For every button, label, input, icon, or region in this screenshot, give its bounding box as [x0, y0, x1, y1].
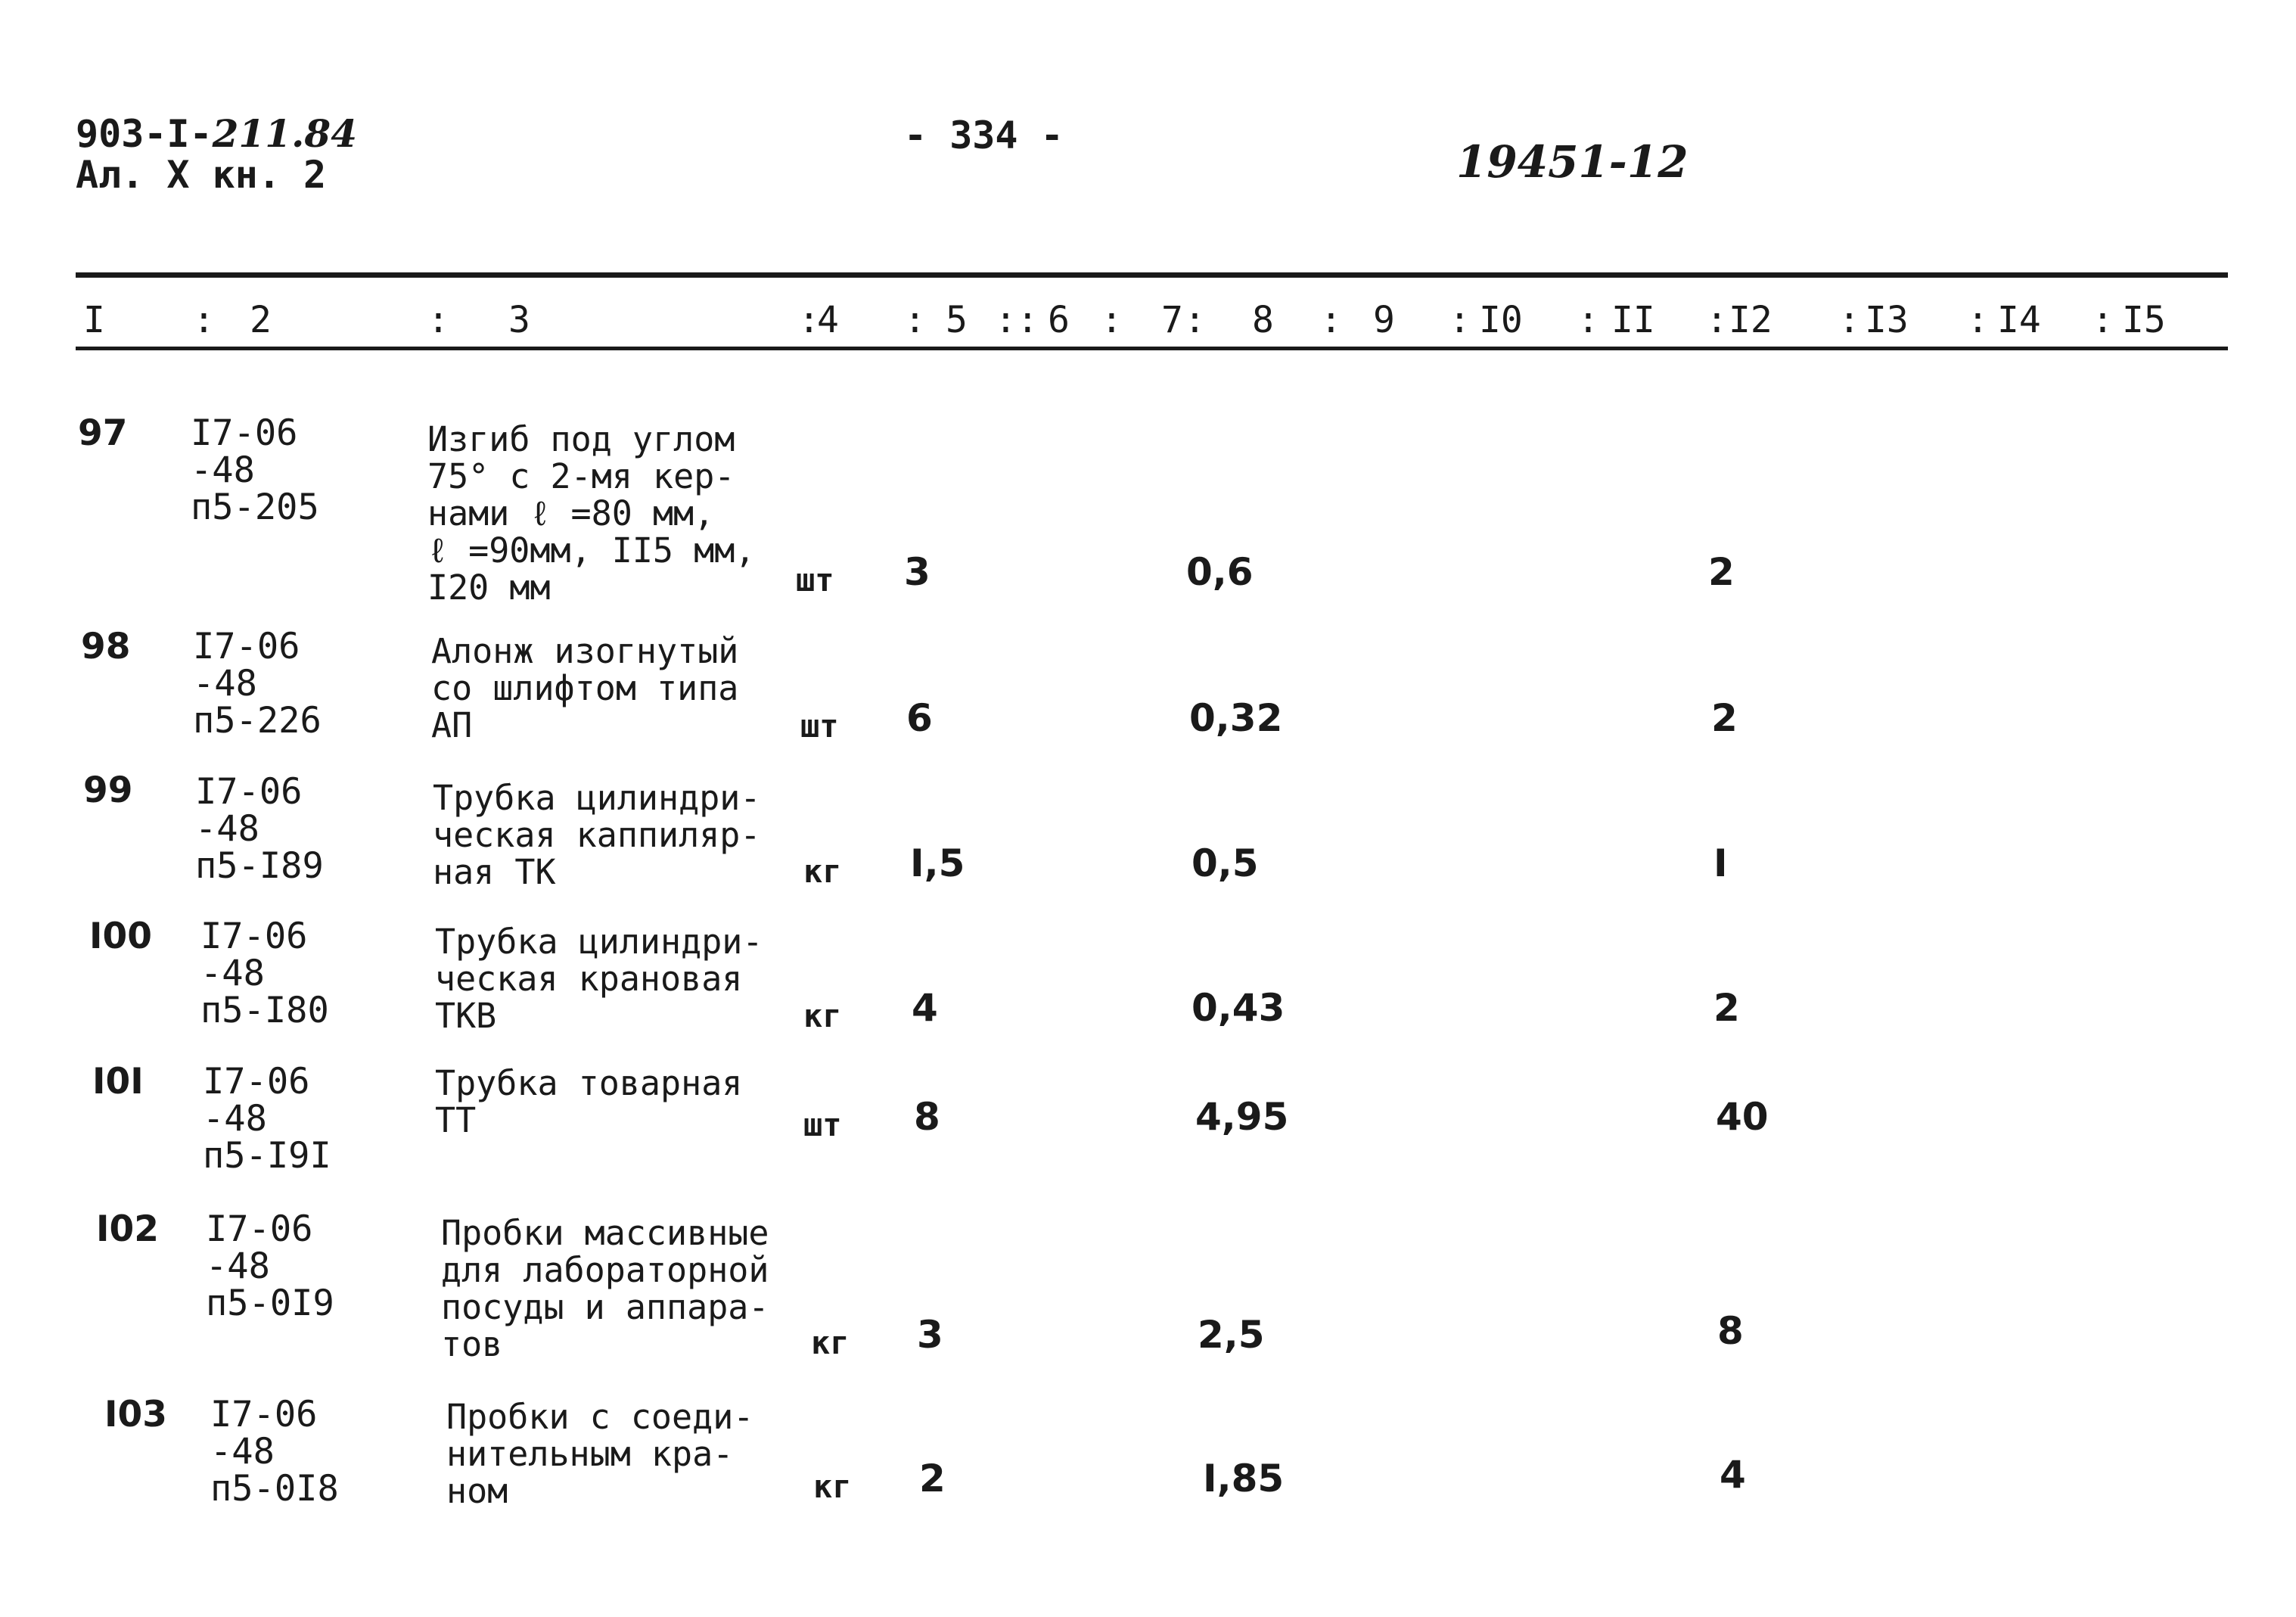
row-col12: 2 [1711, 696, 1738, 740]
row-description: Трубка цилиндри- ческая крановая ТКВ [435, 922, 763, 1036]
row-description: Алонж изогнутый со шлифтом типа АП [431, 631, 739, 745]
row-description: Трубка товарная ТТ [435, 1063, 743, 1140]
row-quantity: 6 [906, 696, 933, 740]
row-value: I,85 [1203, 1457, 1285, 1500]
album-line: Ал. X кн. 2 [76, 153, 327, 197]
doc-code-printed: 903-I- [76, 112, 213, 156]
column-separator: : [1838, 299, 1860, 341]
row-col12: 2 [1708, 550, 1735, 594]
row-description: Трубка цилиндри- ческая каппиляр- ная ТК [433, 778, 761, 892]
doc-code-handwritten: 211.84 [212, 111, 357, 156]
row-number: I03 [104, 1394, 167, 1435]
row-number: 97 [78, 412, 128, 454]
row-number: 99 [83, 770, 133, 811]
row-value: 0,32 [1189, 696, 1283, 740]
row-code: I7-06 -48 п5-I89 [195, 771, 324, 887]
page-number: - 334 - [904, 114, 1064, 157]
column-separator: : [427, 299, 449, 341]
column-header-6: 6 [1048, 299, 1070, 341]
row-number: I00 [89, 916, 152, 957]
column-separator: : [1184, 299, 1206, 341]
row-quantity: 3 [917, 1313, 943, 1357]
column-header-7: 7 [1161, 299, 1183, 341]
archive-number: 19451-12 [1456, 136, 1689, 188]
column-separator: : [904, 299, 926, 341]
row-quantity: I,5 [910, 841, 965, 885]
table-top-rule [76, 272, 2228, 278]
row-unit: кг [813, 1468, 852, 1505]
column-header-15: I5 [2122, 299, 2166, 341]
row-code: I7-06 -48 п5-I9I [203, 1061, 331, 1177]
column-header-10: I0 [1479, 299, 1523, 341]
row-value: 0,5 [1191, 841, 1259, 885]
row-code: I7-06 -48 п5-205 [191, 412, 319, 528]
column-header-5: 5 [946, 299, 968, 341]
column-separator: : [2092, 299, 2114, 341]
column-header-11: II [1611, 299, 1655, 341]
row-col12: 40 [1716, 1095, 1769, 1139]
column-header-9: 9 [1373, 299, 1395, 341]
document-code [76, 111, 357, 197]
row-code: I7-06 -48 п5-226 [193, 626, 322, 742]
row-description: Пробки с соеди- нительным кра- ном [446, 1397, 754, 1511]
row-unit: шт [796, 561, 834, 599]
row-col12: I [1713, 841, 1728, 885]
column-separator: : [1320, 299, 1342, 341]
column-header-13: I3 [1865, 299, 1909, 341]
column-separator: : [193, 299, 215, 341]
column-header-8: 8 [1252, 299, 1274, 341]
row-unit: кг [811, 1324, 850, 1361]
row-col12: 2 [1713, 986, 1740, 1030]
row-quantity: 2 [919, 1457, 946, 1500]
row-unit: кг [803, 853, 842, 890]
row-code: I7-06 -48 п5-0I9 [206, 1208, 334, 1324]
row-description: Пробки массивные для лабораторной посуды и аппара- тов [441, 1213, 769, 1364]
row-quantity: 4 [912, 986, 938, 1030]
row-unit: шт [800, 707, 839, 745]
row-quantity: 8 [914, 1095, 940, 1139]
row-code: I7-06 -48 п5-0I8 [210, 1394, 339, 1510]
column-separator: : [1449, 299, 1471, 341]
row-col12: 8 [1717, 1309, 1744, 1353]
column-separator: :: [995, 299, 1039, 341]
column-separator: : [798, 299, 820, 341]
column-header-14: I4 [1997, 299, 2041, 341]
row-code: I7-06 -48 п5-I80 [200, 916, 329, 1031]
column-separator: : [1577, 299, 1599, 341]
column-header-1: I [83, 299, 105, 341]
row-unit: кг [803, 997, 842, 1034]
column-separator: : [1101, 299, 1123, 341]
row-value: 0,43 [1191, 986, 1285, 1030]
row-description: Изгиб под углом 75° с 2-мя кер- нами ℓ =80 мм, ℓ =90мм, II5 мм, I20 мм [427, 419, 756, 608]
table-header-rule [76, 347, 2228, 350]
column-header-4: 4 [817, 299, 839, 341]
row-value: 0,6 [1186, 550, 1254, 594]
column-header-3: 3 [508, 299, 530, 341]
column-header-12: I2 [1729, 299, 1772, 341]
row-col12: 4 [1720, 1453, 1746, 1497]
row-number: 98 [81, 626, 131, 667]
column-header-2: 2 [250, 299, 272, 341]
row-unit: шт [803, 1106, 842, 1143]
column-separator: : [1967, 299, 1989, 341]
row-quantity: 3 [904, 550, 931, 594]
column-separator: : [1706, 299, 1728, 341]
row-value: 2,5 [1198, 1313, 1265, 1357]
row-value: 4,95 [1195, 1095, 1289, 1139]
row-number: I02 [96, 1208, 159, 1250]
row-number: I0I [92, 1061, 144, 1102]
